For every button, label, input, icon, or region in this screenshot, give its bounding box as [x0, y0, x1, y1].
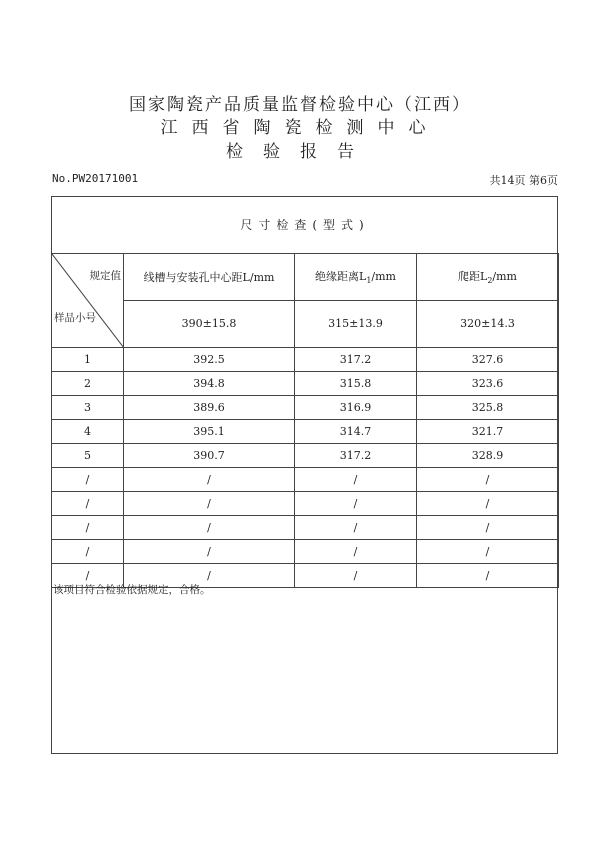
measurement-cell: / [124, 515, 295, 539]
table-row [52, 347, 559, 371]
measurement-cell: / [417, 467, 559, 491]
measurement-cell: / [417, 515, 559, 539]
measurement-cell: / [417, 491, 559, 515]
measurement-cell: 327.6 [417, 347, 559, 371]
dimension-table [51, 196, 559, 588]
measurement-cell: 390.7 [124, 443, 295, 467]
measurement-cell: 316.9 [295, 395, 417, 419]
corner-header-cell [52, 253, 124, 347]
report-title-line3: 检验报告 [226, 142, 374, 162]
table-row [52, 467, 559, 491]
column-header-spacing [124, 253, 295, 300]
measurement-cell: / [295, 515, 417, 539]
table-row [52, 371, 559, 395]
measurement-cell: / [417, 539, 559, 563]
column-unit: /mm [492, 269, 517, 283]
measurement-cell: 317.2 [295, 347, 417, 371]
column-subscript: 1 [366, 276, 372, 286]
sample-number-cell: 1 [52, 347, 124, 371]
column-header-creepage [417, 253, 559, 300]
sample-number-cell: 5 [52, 443, 124, 467]
measurement-cell: 394.8 [124, 371, 295, 395]
report-number: No.PW20171001 [52, 172, 139, 185]
measurement-cell: / [124, 491, 295, 515]
spec-value-spacing: 390±15.8 [124, 300, 295, 347]
sample-number-cell: 3 [52, 395, 124, 419]
sample-number-cell: 2 [52, 371, 124, 395]
measurement-cell: 328.9 [417, 443, 559, 467]
measurement-cell: 395.1 [124, 419, 295, 443]
sample-number-cell: 4 [52, 419, 124, 443]
measurement-cell: 389.6 [124, 395, 295, 419]
report-title-line1: 国家陶瓷产品质量监督检验中心（江西） [129, 95, 471, 115]
corner-label-sample: 样品小号 [54, 311, 96, 324]
sample-number-cell: / [52, 467, 124, 491]
measurement-cell: 315.8 [295, 371, 417, 395]
measurement-cell: / [417, 563, 559, 587]
spec-value-insulation: 315±13.9 [295, 300, 417, 347]
measurement-cell: / [295, 563, 417, 587]
measurement-cell: / [124, 467, 295, 491]
page-indicator: 共14页 第6页 [489, 174, 558, 187]
column-subscript: 2 [487, 276, 493, 286]
table-row [52, 491, 559, 515]
column-header-insulation [295, 253, 417, 300]
table-row [52, 539, 559, 563]
measurement-cell: 392.5 [124, 347, 295, 371]
table-row [52, 515, 559, 539]
measurement-cell: 317.2 [295, 443, 417, 467]
measurement-cell: 323.6 [417, 371, 559, 395]
spec-value-creepage: 320±14.3 [417, 300, 559, 347]
sample-number-cell: / [52, 539, 124, 563]
report-title-line2: 江西省陶瓷检测中心 [160, 118, 440, 138]
sample-number-cell: / [52, 515, 124, 539]
conclusion-text: 该项目符合检验依据规定，合格。 [53, 584, 211, 596]
measurement-cell: / [124, 563, 295, 587]
corner-label-spec: 规定值 [89, 269, 121, 282]
sample-number-cell: / [52, 491, 124, 515]
measurement-cell: 321.7 [417, 419, 559, 443]
measurement-cell: 314.7 [295, 419, 417, 443]
table-row [52, 395, 559, 419]
measurement-cell: / [124, 539, 295, 563]
table-row [52, 443, 559, 467]
measurement-cell: / [295, 467, 417, 491]
column-label: 绝缘距离L [315, 269, 367, 283]
column-label: 线槽与安装孔中心距L/mm [143, 270, 275, 284]
table-row [52, 419, 559, 443]
section-title: 尺寸检查(型式) [52, 196, 559, 253]
column-label: 爬距L [458, 269, 488, 283]
column-unit: /mm [371, 269, 396, 283]
measurement-cell: / [295, 539, 417, 563]
measurement-cell: 325.8 [417, 395, 559, 419]
sample-number-cell: / [52, 563, 124, 587]
measurement-cell: / [295, 491, 417, 515]
